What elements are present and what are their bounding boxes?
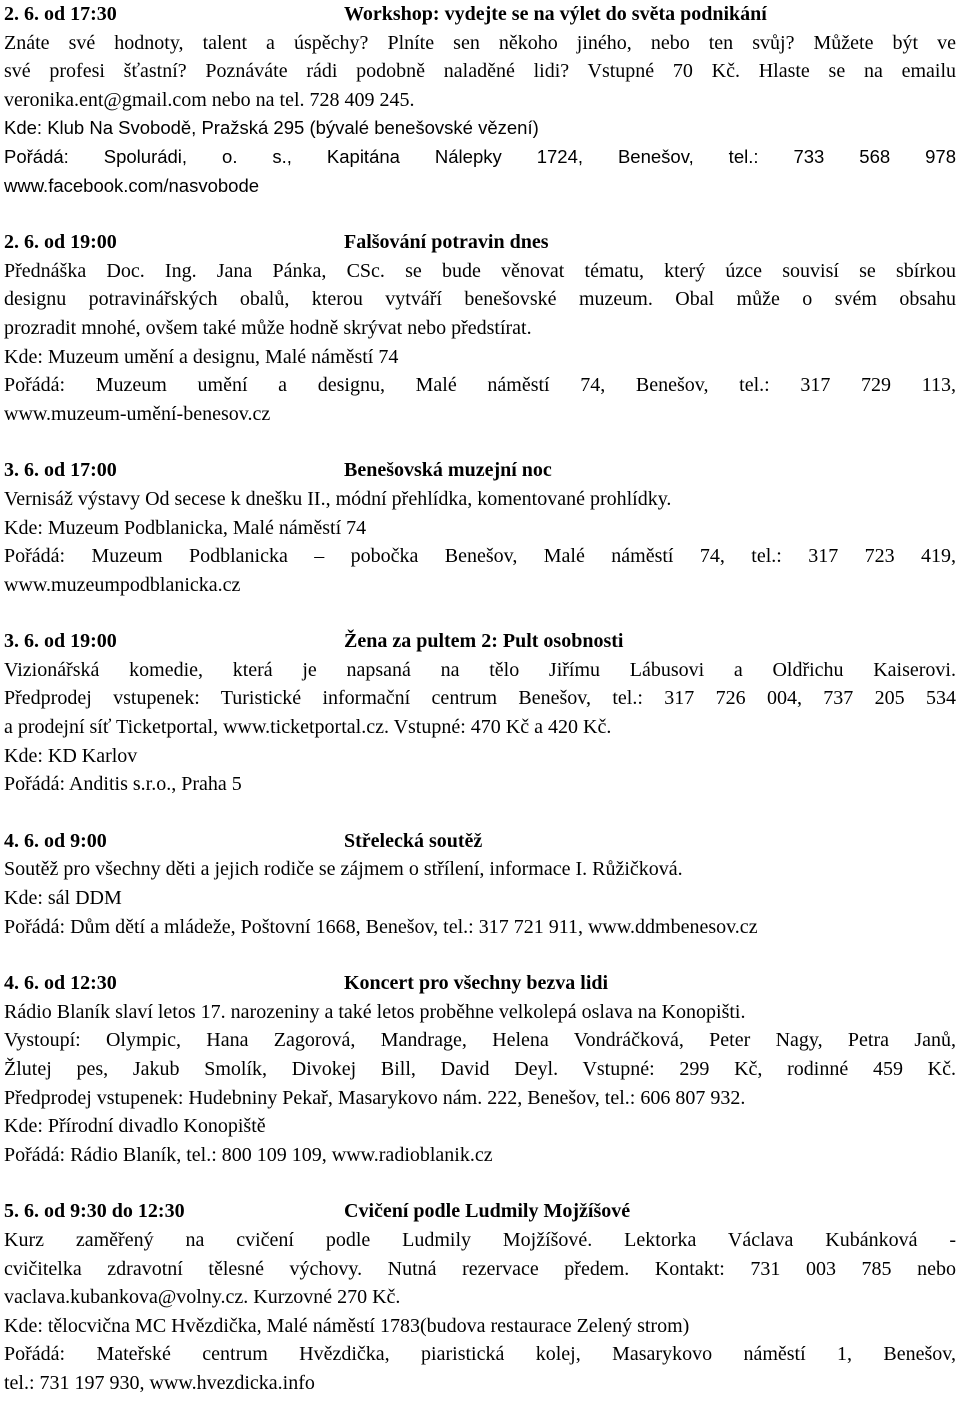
event-date: 2. 6. od 19:00 — [4, 231, 117, 254]
event-text-line: Pořádá: Anditis s.r.o., Praha 5 — [4, 773, 242, 796]
event-entry — [4, 1197, 956, 1397]
event-date: 3. 6. od 19:00 — [4, 630, 117, 653]
event-title: Koncert pro všechny bezva lidi — [344, 972, 609, 995]
event-text-line: Vizionářská komedie, která je napsaná na tělo Jiřímu Lábusovi a Oldřichu Kaiserovi. — [4, 658, 956, 681]
event-title: Falšování potravin dnes — [344, 231, 549, 254]
event-date: 5. 6. od 9:30 do 12:30 — [4, 1200, 185, 1223]
event-text-line: Vernisáž výstavy Od secese k dnešku II., módní přehlídka, komentované prohlídky. — [4, 487, 672, 510]
event-header — [4, 228, 956, 257]
event-title: Benešovská muzejní noc — [344, 459, 552, 482]
event-header — [4, 969, 956, 998]
event-text-line: Kurz zaměřený na cvičení podle Ludmily Mojžíšové. Lektorka Václava Kubánková - — [4, 1228, 956, 1251]
event-text-line: Pořádá: Muzeum umění a designu, Malé náměstí 74, Benešov, tel.: 317 729 113, — [4, 374, 956, 397]
event-title: Cvičení podle Ludmily Mojžíšové — [344, 1200, 631, 1223]
event-text-line: Kde: tělocvična MC Hvězdička, Malé náměstí 1783(budova restaurace Zelený strom) — [4, 1314, 690, 1337]
event-text-line: Pořádá: Dům dětí a mládeže, Poštovní 1668, Benešov, tel.: 317 721 911, www.ddmbenesov.cz — [4, 915, 758, 938]
event-entry — [4, 627, 956, 799]
event-text-line: Předprodej vstupenek: Hudebniny Pekař, Masarykovo nám. 222, Benešov, tel.: 606 807 932. — [4, 1086, 746, 1109]
event-text-line: Kde: sál DDM — [4, 887, 122, 910]
event-text-line: cvičitelka zdravotní tělesné výchovy. Nutná rezervace předem. Kontakt: 731 003 785 nebo — [4, 1257, 956, 1280]
event-entry — [4, 969, 956, 1169]
event-entry — [4, 0, 956, 200]
event-text-line: www.muzeum-umění-benesov.cz — [4, 402, 271, 425]
event-text-line: Pořádá: Muzeum Podblanicka – pobočka Benešov, Malé náměstí 74, tel.: 317 723 419, — [4, 545, 956, 568]
event-text-line: prozradit mnohé, ovšem také může hodně skrývat nebo předstírat. — [4, 316, 532, 339]
event-entry — [4, 827, 956, 941]
event-text-line: Kde: Muzeum umění a designu, Malé náměstí 74 — [4, 345, 399, 368]
event-text-line: Kde: Klub Na Svobodě, Pražská 295 (bývalé benešovské vězení) — [4, 117, 539, 139]
event-text-line: Předprodej vstupenek: Turistické informační centrum Benešov, tel.: 317 726 004, 737 205 534 — [4, 687, 956, 710]
event-text-line: Kde: Muzeum Podblanicka, Malé náměstí 74 — [4, 516, 367, 539]
event-header — [4, 827, 956, 856]
event-title: Workshop: vydejte se na výlet do světa podnikání — [344, 3, 767, 25]
event-text-line: vaclava.kubankova@volny.cz. Kurzovné 270 Kč. — [4, 1286, 401, 1309]
event-date: 3. 6. od 17:00 — [4, 459, 117, 482]
event-date: 4. 6. od 9:00 — [4, 829, 107, 852]
event-text-line: Soutěž pro všechny děti a jejich rodiče se zájmem o střílení, informace I. Růžičková. — [4, 858, 683, 881]
event-header — [4, 456, 956, 485]
event-text-line: www.facebook.com/nasvobode — [4, 174, 260, 196]
event-text-line: Kde: Přírodní divadlo Konopiště — [4, 1115, 266, 1138]
event-text-line: Znáte své hodnoty, talent a úspěchy? Plníte sen někoho jiného, nebo ten svůj? Můžete být ve — [4, 31, 956, 54]
event-text-line: Pořádá: Rádio Blaník, tel.: 800 109 109, www.radioblanik.cz — [4, 1143, 493, 1166]
event-title: Střelecká soutěž — [344, 829, 483, 852]
event-header — [4, 627, 956, 656]
event-entry — [4, 456, 956, 599]
event-title: Žena za pultem 2: Pult osobnosti — [344, 630, 624, 653]
event-text-line: Kde: KD Karlov — [4, 744, 138, 767]
event-text-line: designu potravinářských obalů, kterou vytváří benešovské muzeum. Obal může o svém obsahu — [4, 288, 956, 311]
event-text-line: veronika.ent@gmail.com nebo na tel. 728 409 245. — [4, 88, 415, 111]
event-text-line: a prodejní síť Ticketportal, www.ticketportal.cz. Vstupné: 470 Kč a 420 Kč. — [4, 716, 612, 739]
event-text-line: Přednáška Doc. Ing. Jana Pánka, CSc. se bude věnovat tématu, který úzce souvisí se sbírkou — [4, 259, 956, 282]
event-header — [4, 1197, 956, 1226]
event-text-line: tel.: 731 197 930, www.hvezdicka.info — [4, 1371, 315, 1394]
event-text-line: Pořádá: Mateřské centrum Hvězdička, piaristická kolej, Masarykovo náměstí 1, Benešov, — [4, 1343, 956, 1366]
event-text-line: www.muzeumpodblanicka.cz — [4, 573, 241, 596]
event-text-line: Rádio Blaník slaví letos 17. narozeniny a také letos proběhne velkolepá oslava na Konopišti. — [4, 1000, 746, 1023]
event-text-line: Pořádá: Spolurádi, o. s., Kapitána Nálepky 1724, Benešov, tel.: 733 568 978 — [4, 145, 956, 167]
event-date: 2. 6. od 17:30 — [4, 3, 117, 25]
event-text-line: Vystoupí: Olympic, Hana Zagorová, Mandrage, Helena Vondráčková, Peter Nagy, Petra Janů, — [4, 1029, 956, 1052]
event-entry — [4, 228, 956, 428]
event-date: 4. 6. od 12:30 — [4, 972, 117, 995]
event-text-line: Žlutej pes, Jakub Smolík, Divokej Bill, David Deyl. Vstupné: 299 Kč, rodinné 459 Kč. — [4, 1058, 956, 1080]
event-text-line: své profesi šťastní? Poznáváte rádi podobně naladěné lidi? Vstupné 70 Kč. Hlaste se na emailu — [4, 60, 956, 83]
event-header — [4, 0, 956, 29]
